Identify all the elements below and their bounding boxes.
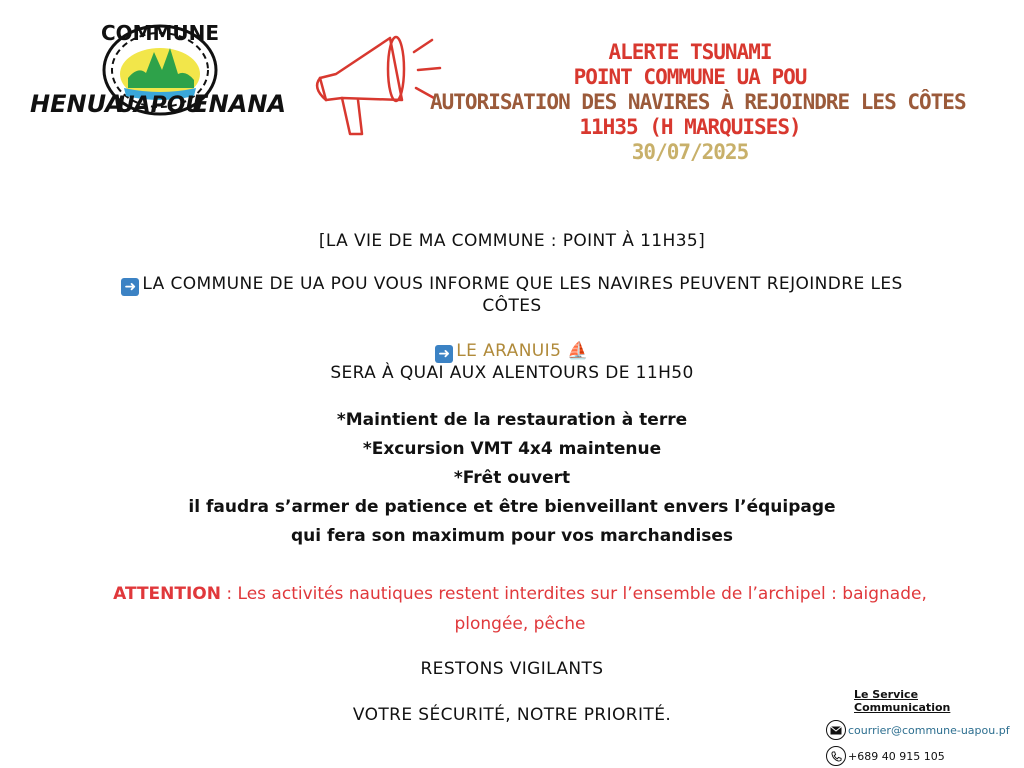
patience-line: il faudra s’armer de patience et être bienveillant envers l’équipage	[188, 497, 836, 517]
attention-text-2: plongée, pêche	[454, 614, 586, 634]
bullet-excursion: *Excursion VMT 4x4 maintenue	[362, 439, 662, 459]
intro-line: [LA VIE DE MA COMMUNE : POINT À 11H35]	[318, 231, 706, 251]
phone-icon	[826, 746, 846, 766]
headline-time: 11H35 (H MARQUISES)	[579, 115, 801, 139]
commune-logo	[28, 18, 290, 130]
headline-date: 30/07/2025	[631, 140, 749, 164]
info-line	[0, 274, 1024, 296]
signature-block	[826, 688, 1016, 766]
phone-number[interactable]: +689 40 915 105	[848, 749, 945, 763]
attention-label: ATTENTION	[113, 584, 221, 604]
ship-arrival: SERA À QUAI AUX ALENTOURS DE 11H50	[330, 363, 694, 383]
phone-row	[826, 746, 1016, 766]
logo-top-text: COMMUNE	[100, 21, 220, 45]
email-link[interactable]: courrier@commune-uapou.pf	[848, 723, 1010, 737]
arrow-right-icon: ➜	[121, 278, 139, 296]
ship-line	[0, 341, 1024, 363]
arrow-right-icon: ➜	[435, 345, 453, 363]
maximum-line: qui fera son maximum pour vos marchandises	[290, 526, 734, 546]
email-row	[826, 720, 1016, 740]
vigilance-line: RESTONS VIGILANTS	[420, 659, 604, 679]
alert-headline	[430, 40, 966, 165]
headline-alert: ALERTE TSUNAMI	[608, 40, 772, 64]
mail-icon	[826, 720, 846, 740]
info-text: LA COMMUNE DE UA POU VOUS INFORME QUE LES NAVIRES PEUVENT REJOINDRE LES	[142, 274, 903, 294]
logo-right-text: ENANA	[192, 90, 286, 118]
signature-title: Le Service Communication	[854, 688, 951, 714]
slogan-line: VOTRE SÉCURITÉ, NOTRE PRIORITÉ.	[352, 705, 672, 725]
headline-point: POINT COMMUNE UA POU	[573, 65, 807, 89]
logo-middle-text: UAPOU	[116, 93, 204, 118]
headline-authorization: AUTORISATION DES NAVIRES À REJOINDRE LES CÔTES	[430, 90, 966, 114]
attention-text-1: : Les activités nautiques restent interdites sur l’ensemble de l’archipel : baignade,	[221, 584, 927, 604]
bullet-fret: *Frêt ouvert	[453, 468, 571, 488]
ship-name: LE ARANUI5	[456, 341, 562, 361]
logo-left-text: HENUA	[30, 90, 124, 118]
attention-notice	[40, 579, 1000, 639]
bullet-restauration: *Maintient de la restauration à terre	[336, 410, 688, 430]
info-line-2: CÔTES	[482, 296, 542, 316]
logo-emblem	[28, 18, 290, 130]
sailboat-icon: ⛵	[567, 341, 589, 361]
